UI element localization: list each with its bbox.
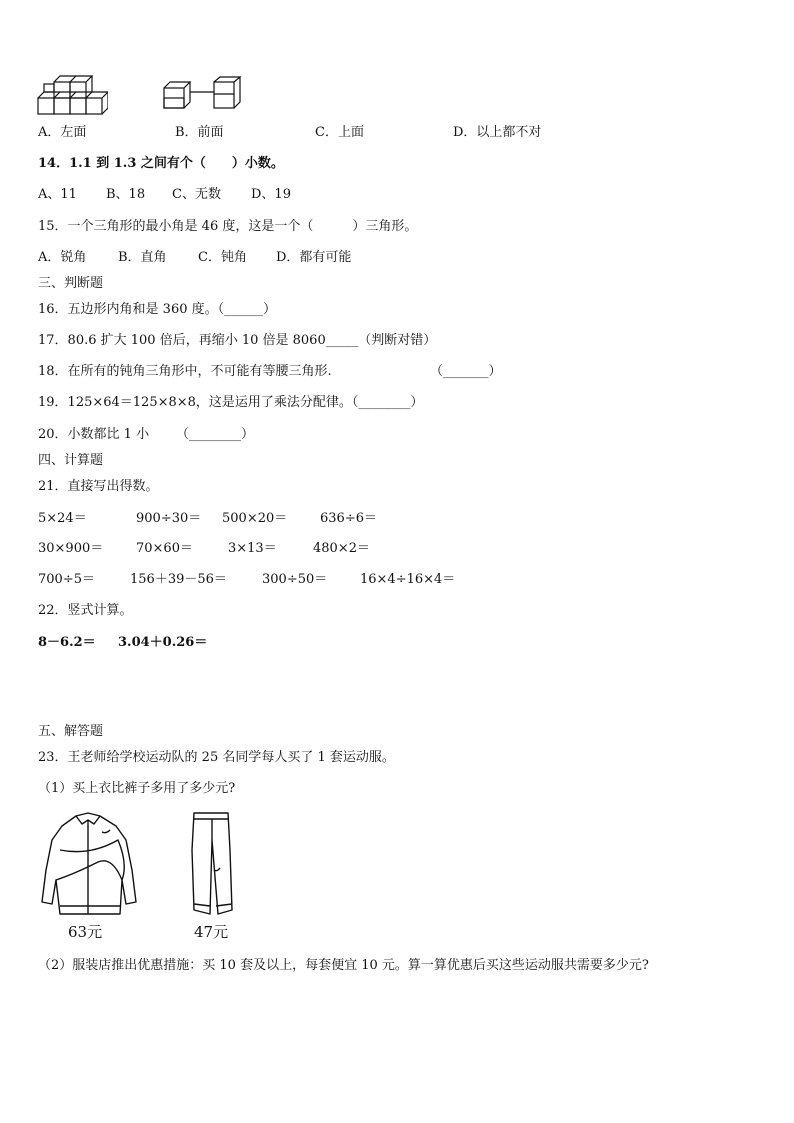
q18-stem: 18．在所有的钝角三角形中，不可能有等腰三角形. [38, 364, 332, 379]
q21-item: 5×24＝ [38, 511, 87, 526]
jacket-image [38, 810, 138, 918]
q22-item: 8－6.2＝ [38, 635, 96, 650]
q21-item: 636÷6＝ [320, 511, 377, 526]
q18-blank[interactable]: （_______） [430, 364, 502, 379]
q21-item: 30×900＝ [38, 541, 104, 556]
q14-option-a[interactable]: A、11 [38, 187, 77, 202]
q21-item: 480×2＝ [313, 541, 370, 556]
q21-item: 300÷50＝ [262, 572, 328, 587]
pants-price: 47元 [194, 923, 229, 941]
q19-stem: 19．125×64＝125×8×8，这是运用了乘法分配律。（________） [38, 395, 424, 410]
q15-option-d[interactable]: D．都有可能 [276, 250, 352, 265]
q15-option-a[interactable]: A．锐角 [38, 250, 87, 265]
section-3-title: 三、判断题 [38, 276, 104, 291]
q13-option-c[interactable]: C．上面 [315, 125, 364, 140]
q13-option-a[interactable]: A．左面 [38, 125, 87, 140]
q16-stem: 16．五边形内角和是 360 度。（______） [38, 302, 277, 317]
pants-image [188, 810, 234, 918]
q21-item: 500×20＝ [222, 511, 288, 526]
q22-item: 3.04＋0.26＝ [118, 635, 208, 650]
q13-option-d[interactable]: D．以上都不对 [453, 125, 542, 140]
jacket-price: 63元 [68, 923, 103, 941]
q23-stem: 23．王老师给学校运动队的 25 名同学每人买了 1 套运动服。 [38, 750, 395, 765]
q22-stem: 22．竖式计算。 [38, 603, 133, 618]
q21-stem: 21．直接写出得数。 [38, 479, 159, 494]
q21-item: 16×4÷16×4＝ [360, 572, 456, 587]
q21-item: 700÷5＝ [38, 572, 95, 587]
q17-stem: 17．80.6 扩大 100 倍后，再缩小 10 倍是 8060_____（判断对错） [38, 333, 437, 348]
cube-figure-left [36, 74, 108, 116]
q15-stem: 15．一个三角形的最小角是 46 度，这是一个（ ）三角形。 [38, 219, 418, 234]
section-5-title: 五、解答题 [38, 724, 104, 739]
q15-option-b[interactable]: B．直角 [118, 250, 167, 265]
q21-item: 3×13＝ [228, 541, 277, 556]
q20-stem: 20．小数都比 1 小 [38, 427, 150, 442]
q13-option-b[interactable]: B．前面 [175, 125, 224, 140]
q14-option-c[interactable]: C、无数 [172, 187, 221, 202]
q20-blank[interactable]: （________） [176, 427, 255, 442]
cube-figure-right [162, 76, 244, 114]
q14-stem: 14．1.1 到 1.3 之间有个（ ）小数。 [38, 156, 284, 171]
q21-item: 900÷30＝ [136, 511, 202, 526]
q14-option-b[interactable]: B、18 [106, 187, 146, 202]
section-4-title: 四、计算题 [38, 453, 104, 468]
q14-option-d[interactable]: D、19 [251, 187, 291, 202]
q23-sub2: （2）服装店推出优惠措施：买 10 套及以上，每套便宜 10 元。算一算优惠后买这些运动服共需要多少元? [38, 958, 649, 973]
q21-item: 156＋39－56＝ [130, 572, 227, 587]
q15-option-c[interactable]: C．钝角 [198, 250, 247, 265]
q21-item: 70×60＝ [136, 541, 193, 556]
q23-sub1: （1）买上衣比裤子多用了多少元? [38, 781, 236, 796]
